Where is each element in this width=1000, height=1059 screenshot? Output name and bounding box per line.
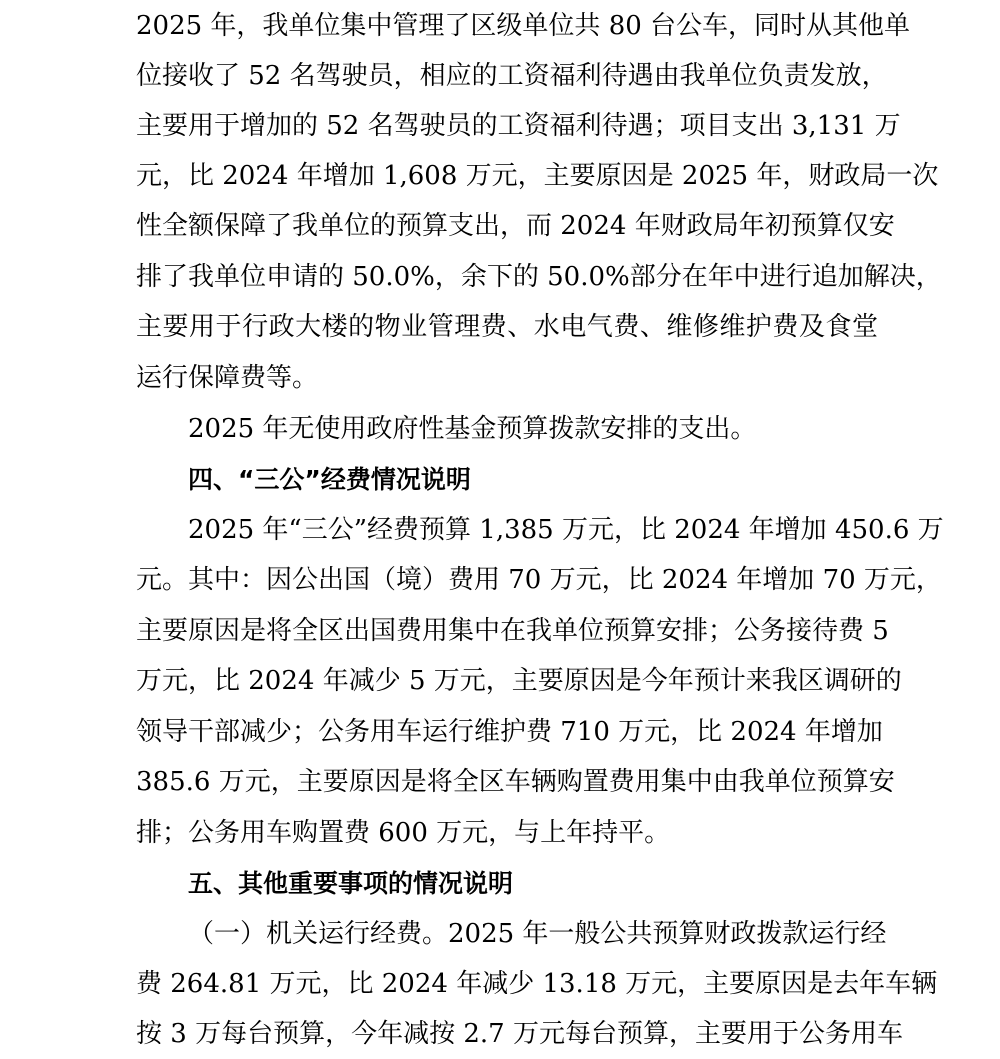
paragraph-line-20: 费 264.81 万元，比 2024 年减少 13.18 万元，主要原因是去年车辆 bbox=[136, 969, 938, 999]
paragraph-line-15: 领导干部减少；公务用车运行维护费 710 万元，比 2024 年增加 bbox=[136, 717, 883, 747]
paragraph-line-13: 主要原因是将全区出国费用集中在我单位预算安排；公务接待费 5 bbox=[136, 616, 889, 646]
paragraph-line-19: （一）机关运行经费。2025 年一般公共预算财政拨款运行经 bbox=[188, 919, 887, 949]
paragraph-line-4: 元，比 2024 年增加 1,608 万元，主要原因是 2025 年，财政局一次 bbox=[136, 161, 939, 191]
paragraph-line-21: 按 3 万每台预算，今年减按 2.7 万元每台预算，主要用于公务用车 bbox=[136, 1019, 903, 1049]
paragraph-line-7: 主要用于行政大楼的物业管理费、水电气费、维修维护费及食堂 bbox=[136, 312, 878, 342]
paragraph-line-17: 排；公务用车购置费 600 万元，与上年持平。 bbox=[136, 818, 671, 848]
paragraph-line-6: 排了我单位申请的 50.0%，余下的 50.0%部分在年中进行追加解决， bbox=[136, 262, 942, 292]
paragraph-line-3: 主要用于增加的 52 名驾驶员的工资福利待遇；项目支出 3,131 万 bbox=[136, 111, 901, 141]
paragraph-line-12: 元。其中：因公出国（境）费用 70 万元，比 2024 年增加 70 万元， bbox=[136, 565, 942, 595]
paragraph-line-11: 2025 年“三公”经费预算 1,385 万元，比 2024 年增加 450.6 万 bbox=[188, 515, 944, 545]
paragraph-line-5: 性全额保障了我单位的预算支出，而 2024 年财政局年初预算仅安 bbox=[136, 211, 895, 241]
paragraph-line-16: 385.6 万元，主要原因是将全区车辆购置费用集中由我单位预算安 bbox=[136, 767, 895, 797]
section-heading-4: 四、“三公”经费情况说明 bbox=[188, 465, 471, 494]
paragraph-line-8: 运行保障费等。 bbox=[136, 363, 319, 393]
paragraph-line-14: 万元，比 2024 年减少 5 万元，主要原因是今年预计来我区调研的 bbox=[136, 666, 902, 696]
section-heading-5: 五、其他重要事项的情况说明 bbox=[188, 869, 514, 898]
paragraph-line-9: 2025 年无使用政府性基金预算拨款安排的支出。 bbox=[188, 414, 757, 444]
paragraph-line-2: 位接收了 52 名驾驶员，相应的工资福利待遇由我单位负责发放， bbox=[136, 61, 888, 91]
paragraph-line-1: 2025 年，我单位集中管理了区级单位共 80 台公车，同时从其他单 bbox=[136, 11, 911, 41]
